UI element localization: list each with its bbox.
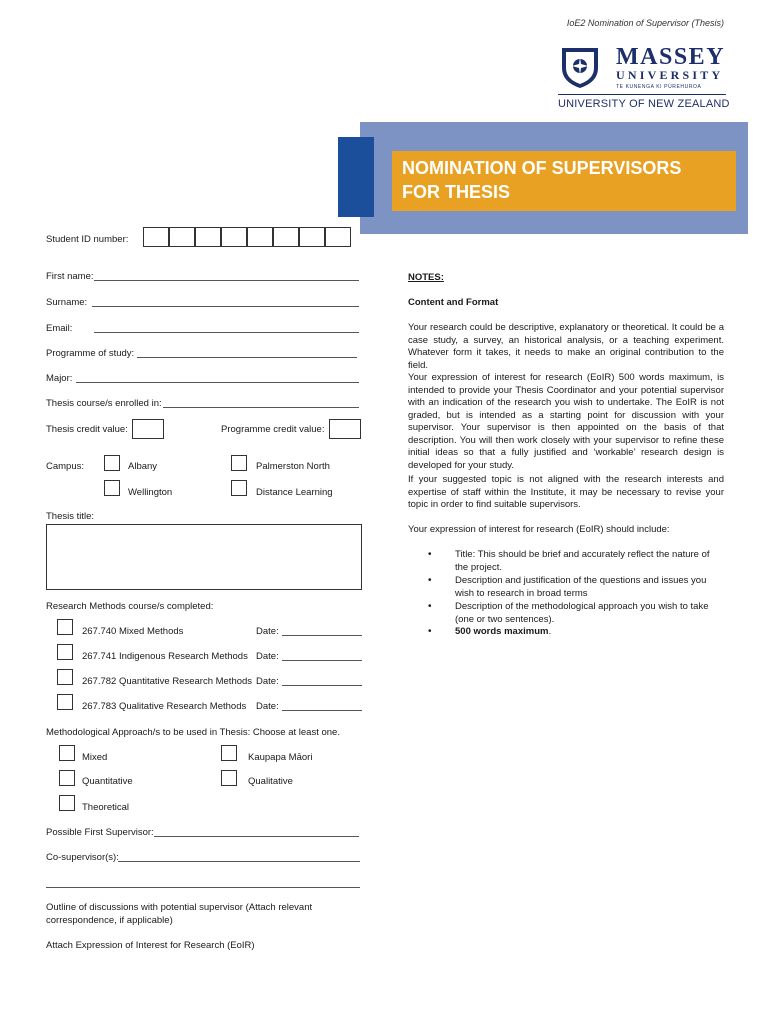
logo-maori-name: TE KUNENGA KI PŪREHUROA — [616, 84, 702, 90]
method-mixed-label: 267.740 Mixed Methods — [82, 626, 184, 637]
first-name-label: First name: — [46, 271, 94, 282]
thesis-title-label: Thesis title: — [46, 511, 95, 522]
courses-field[interactable] — [163, 397, 359, 408]
campus-wellington-label: Wellington — [128, 487, 173, 498]
programme-label: Programme of study: — [46, 348, 135, 359]
major-label: Major: — [46, 373, 73, 384]
id-digit-box[interactable] — [169, 227, 195, 247]
attach-instruction: Attach Expression of Interest for Research (EoIR) — [46, 940, 255, 951]
date-label: Date: — [256, 626, 279, 637]
notes-paragraph-2: Your expression of interest for research (EoIR) 500 words maximum, is intended to provide your Thesis Coordinator and your potential supervisor with an indication of the research you wish to undertake. The EoIR is not graded, but is intended as a starting point for discussion with your supervisor. Your supervisor is then appointed on the basis of that description. You will then work closely with your supervisor to refine these initial ideas so that a fully justified and ‘workable’ research design is developed for your study. — [408, 372, 724, 471]
approach-theoretical-label: Theoretical — [82, 802, 129, 813]
notes-paragraph-4: Your expression of interest for research (EoIR) should include: — [408, 524, 670, 535]
approach-kaupapa-label: Kaupapa Māori — [248, 752, 313, 763]
title-line-2: FOR THESIS — [402, 182, 511, 202]
outline-instruction: Outline of discussions with potential supervisor (Attach relevant correspondence, if applicable) — [46, 902, 313, 926]
method-quantitative-checkbox[interactable] — [57, 669, 73, 685]
programme-field[interactable] — [137, 347, 357, 358]
co-supervisor-extra-field[interactable] — [46, 877, 360, 888]
logo-name: MASSEY — [616, 44, 726, 70]
approach-label: Methodological Approach/s to be used in Thesis: Choose at least one. — [46, 727, 340, 738]
page-title — [402, 156, 681, 204]
campus-palmerston-north-checkbox[interactable] — [231, 455, 247, 471]
id-digit-box[interactable] — [221, 227, 247, 247]
logo-country: UNIVERSITY OF NEW ZEALAND — [558, 98, 730, 110]
bullet-icon: • — [428, 549, 432, 560]
id-digit-box[interactable] — [143, 227, 169, 247]
approach-mixed-label: Mixed — [82, 752, 108, 763]
notes-bullet-2: Description and justification of the questions and issues you wish to research in broad terms — [455, 575, 707, 599]
student-id-boxes[interactable] — [143, 227, 351, 247]
major-field[interactable] — [76, 372, 359, 383]
research-methods-label: Research Methods course/s completed: — [46, 601, 214, 612]
campus-albany-label: Albany — [128, 461, 158, 472]
method-indigenous-date-field[interactable] — [282, 650, 362, 661]
credit-field[interactable] — [132, 419, 164, 439]
campus-palmerston-north-label: Palmerston North — [256, 461, 330, 472]
student-id-label: Student ID number: — [46, 234, 129, 245]
massey-logo — [558, 44, 728, 114]
banner-accent — [338, 137, 374, 217]
notes-bullet-1: Title: This should be brief and accurately reflect the nature of the project. — [455, 549, 710, 573]
campus-label: Campus: — [46, 461, 85, 472]
notes-bullet-4 — [455, 626, 725, 639]
campus-distance-checkbox[interactable] — [231, 480, 247, 496]
bullet-icon: • — [428, 575, 432, 586]
notes-heading: NOTES: — [408, 272, 444, 283]
method-qualitative-label: 267.783 Qualitative Research Methods — [82, 701, 247, 712]
approach-qualitative-checkbox[interactable] — [221, 770, 237, 786]
approach-qualitative-label: Qualitative — [248, 776, 293, 787]
logo-university: UNIVERSITY — [616, 68, 724, 82]
method-quantitative-label: 267.782 Quantitative Research Methods — [82, 676, 253, 687]
id-digit-box[interactable] — [247, 227, 273, 247]
email-field[interactable] — [94, 322, 359, 333]
approach-theoretical-checkbox[interactable] — [59, 795, 75, 811]
surname-field[interactable] — [92, 296, 359, 307]
bullet-icon: • — [428, 601, 432, 612]
campus-wellington-checkbox[interactable] — [104, 480, 120, 496]
method-indigenous-label: 267.741 Indigenous Research Methods — [82, 651, 248, 662]
surname-label: Surname: — [46, 297, 88, 308]
approach-quantitative-checkbox[interactable] — [59, 770, 75, 786]
first-name-field[interactable] — [94, 270, 359, 281]
id-digit-box[interactable] — [325, 227, 351, 247]
id-digit-box[interactable] — [299, 227, 325, 247]
id-digit-box[interactable] — [195, 227, 221, 247]
crest-icon — [558, 44, 602, 90]
credit-label: Thesis credit value: — [46, 424, 128, 435]
email-label: Email: — [46, 323, 73, 334]
notes-bullet-end: . — [548, 626, 552, 637]
bullet-icon: • — [428, 626, 432, 637]
campus-albany-checkbox[interactable] — [104, 455, 120, 471]
title-line-1: NOMINATION OF SUPERVISORS — [402, 158, 682, 178]
date-label: Date: — [256, 701, 279, 712]
campus-distance-label: Distance Learning — [256, 487, 333, 498]
notes-bullet-3: Description of the methodological approach you wish to take (one or two sentences). — [455, 601, 709, 625]
notes-paragraph-3: If your suggested topic is not aligned with the research interests and expertise of staff within the Institute, it may be necessary to revise your topic in order to find suitable supervisors. — [408, 474, 724, 510]
method-mixed-date-field[interactable] — [282, 625, 362, 636]
programme-credit-label: Programme credit value: — [221, 424, 325, 435]
approach-mixed-checkbox[interactable] — [59, 745, 75, 761]
method-qualitative-checkbox[interactable] — [57, 694, 73, 710]
date-label: Date: — [256, 651, 279, 662]
logo-rule — [558, 94, 726, 95]
id-digit-box[interactable] — [273, 227, 299, 247]
programme-credit-field[interactable] — [329, 419, 361, 439]
approach-kaupapa-checkbox[interactable] — [221, 745, 237, 761]
notes-subheading: Content and Format — [408, 297, 499, 308]
method-quantitative-date-field[interactable] — [282, 675, 362, 686]
co-supervisor-label: Co-supervisor(s): — [46, 852, 119, 863]
approach-quantitative-label: Quantitative — [82, 776, 133, 787]
first-supervisor-label: Possible First Supervisor: — [46, 827, 154, 838]
method-indigenous-checkbox[interactable] — [57, 644, 73, 660]
courses-label: Thesis course/s enrolled in: — [46, 398, 162, 409]
method-mixed-checkbox[interactable] — [57, 619, 73, 635]
first-supervisor-field[interactable] — [154, 826, 359, 837]
date-label: Date: — [256, 676, 279, 687]
document-code: IoE2 Nomination of Supervisor (Thesis) — [566, 18, 724, 28]
method-qualitative-date-field[interactable] — [282, 700, 362, 711]
notes-paragraph-1: Your research could be descriptive, explanatory or theoretical. It could be a case study, a survey, an historical analysis, or a teaching experiment. Whatever form it takes, it needs to make an original contribution to the field. — [408, 322, 724, 371]
thesis-title-field[interactable] — [46, 524, 362, 590]
notes-bullet-bold: 500 words maximum — [455, 626, 549, 637]
co-supervisor-field[interactable] — [118, 851, 360, 862]
